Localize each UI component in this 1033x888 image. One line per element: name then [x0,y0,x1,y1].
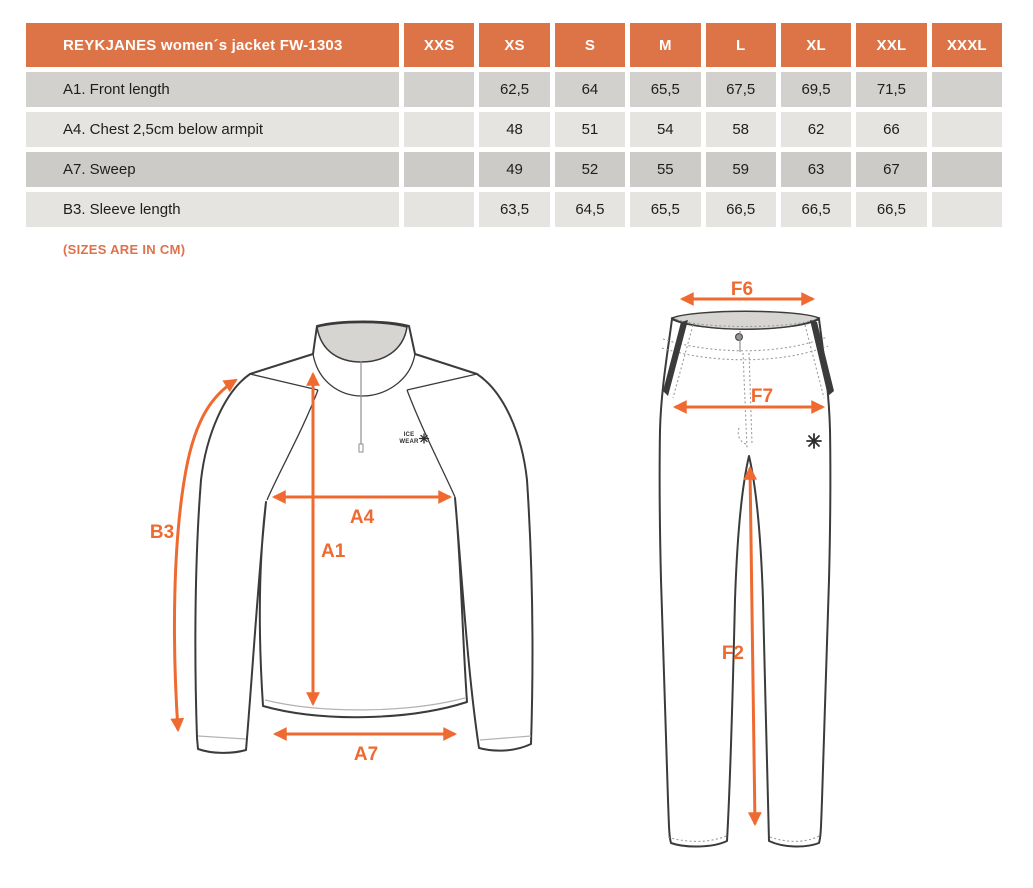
size-value-cell: 66,5 [856,192,926,227]
pants-diagram [660,279,834,847]
sizes-in-cm-note: (SIZES ARE IN CM) [63,242,186,257]
size-value-cell: 63,5 [479,192,549,227]
size-value-cell: 66,5 [706,192,776,227]
size-value-cell [404,72,474,107]
size-value-cell: 48 [479,112,549,147]
size-value-cell [932,192,1002,227]
measurement-row-label: A7. Sweep [26,152,399,187]
measurement-row-label: A1. Front length [26,72,399,107]
size-value-cell [932,112,1002,147]
size-value-cell: 54 [630,112,700,147]
size-value-cell: 62 [781,112,851,147]
pants-f7-label: F7 [750,386,774,407]
jacket-a1-label: A1 [321,541,346,562]
size-value-cell: 62,5 [479,72,549,107]
size-column-header: XL [781,23,851,67]
size-table-header-row [26,23,1002,67]
table-row [26,152,1002,187]
size-table [21,18,1007,232]
size-value-cell: 64 [555,72,625,107]
size-column-header: L [706,23,776,67]
size-value-cell: 69,5 [781,72,851,107]
measurement-diagram [0,270,1033,888]
size-column-header: XXL [856,23,926,67]
size-value-cell: 66 [856,112,926,147]
table-row [26,112,1002,147]
size-value-cell: 67 [856,152,926,187]
size-value-cell [404,152,474,187]
logo-text-line2: WEAR [399,439,419,445]
pants-button [736,334,743,341]
snowflake-icon [420,434,429,443]
jacket-a7-label: A7 [353,744,379,765]
size-value-cell [932,152,1002,187]
measurement-row-label: A4. Chest 2,5cm below armpit [26,112,399,147]
size-value-cell: 66,5 [781,192,851,227]
size-value-cell: 59 [706,152,776,187]
icewear-logo [399,432,428,445]
jacket-outline [195,322,532,753]
table-row [26,192,1002,227]
snowflake-icon [807,434,821,448]
size-value-cell: 58 [706,112,776,147]
size-value-cell [404,112,474,147]
size-column-header: S [555,23,625,67]
jacket-a7-arrow [275,734,455,765]
size-value-cell [932,72,1002,107]
size-value-cell: 71,5 [856,72,926,107]
size-value-cell: 65,5 [630,192,700,227]
size-value-cell: 67,5 [706,72,776,107]
jacket-diagram [150,322,533,766]
size-value-cell: 49 [479,152,549,187]
table-row [26,72,1002,107]
size-column-header: XXXL [932,23,1002,67]
jacket-a4-label: A4 [349,507,375,528]
size-value-cell: 65,5 [630,72,700,107]
pants-f6-arrow [682,279,813,300]
size-value-cell: 51 [555,112,625,147]
size-value-cell: 52 [555,152,625,187]
size-column-header: XXS [404,23,474,67]
measurement-row-label: B3. Sleeve length [26,192,399,227]
size-value-cell [404,192,474,227]
size-column-header: M [630,23,700,67]
jacket-b3-label: B3 [149,522,175,543]
pants-f6-label: F6 [730,279,754,300]
logo-text-line1: ICE [403,432,415,438]
size-value-cell: 64,5 [555,192,625,227]
table-title: REYKJANES women´s jacket FW-1303 [26,23,399,67]
jacket-zipper-pull [359,444,363,452]
pants-f2-label: F2 [721,643,744,664]
size-value-cell: 63 [781,152,851,187]
size-value-cell: 55 [630,152,700,187]
size-column-header: XS [479,23,549,67]
